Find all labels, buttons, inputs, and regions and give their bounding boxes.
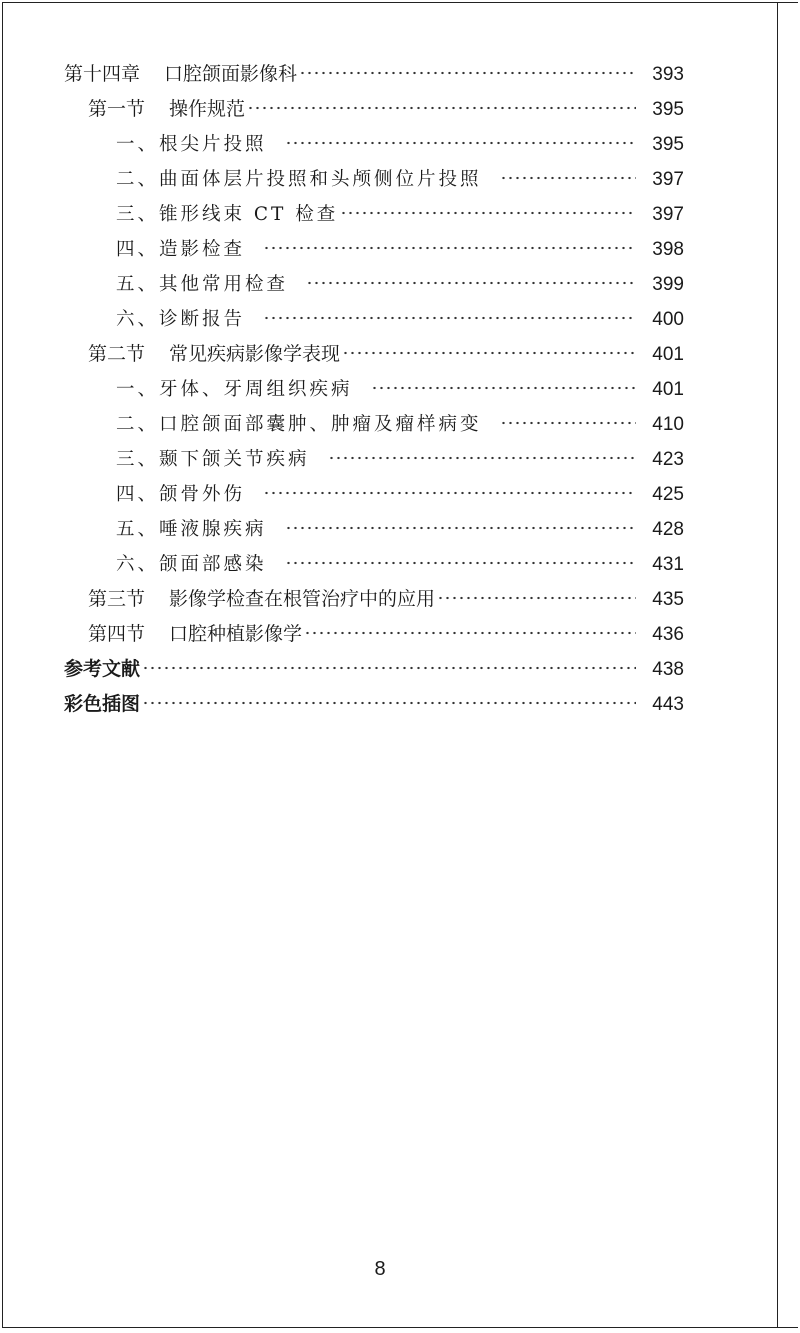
toc-leader-dots [306,280,636,286]
toc-entry-page: 401 [652,379,684,400]
toc-leader-dots [500,175,636,181]
toc-entry-title: 五、唾液腺疾病 [116,519,267,540]
toc-leader-dots [340,210,636,216]
toc-entry-page: 436 [652,624,684,645]
toc-entry-page: 398 [652,239,684,260]
toc-entry-page: 399 [652,274,684,295]
table-of-contents [64,57,684,722]
toc-entry-title: 二、曲面体层片投照和头颅侧位片投照 [116,169,482,190]
toc-entry-title: 影像学检查在根管治疗中的应用 [169,588,436,610]
toc-entry-page: 400 [652,309,684,330]
toc-entry-page: 425 [652,484,684,505]
toc-entry-page: 395 [652,99,684,120]
toc-entry-title: 参考文献 [64,658,141,680]
toc-entry-page: 401 [652,344,684,365]
toc-entry-title: 一、根尖片投照 [116,134,267,155]
toc-entry-title: 一、牙体、牙周组织疾病 [116,379,353,400]
toc-leader-dots [285,560,636,566]
toc-leader-dots [263,315,636,321]
toc-entry-page: 410 [652,414,684,435]
toc-entry-title: 常见疾病影像学表现 [169,343,341,365]
toc-entry-section-1[interactable] [64,92,684,127]
toc-entry-references[interactable] [64,652,684,687]
toc-entry-title: 三、颞下颌关节疾病 [116,449,310,470]
toc-entry-title: 口腔种植影像学 [169,623,303,645]
toc-entry-item[interactable] [64,477,684,512]
toc-entry-number: 第二节 [88,343,146,365]
toc-entry-color-plates[interactable] [64,687,684,722]
toc-entry-page: 395 [652,134,684,155]
toc-entry-title: 三、锥形线束 CT 检查 [116,204,339,225]
toc-leader-dots [263,245,636,251]
page-number: 8 [374,1258,386,1280]
toc-leader-dots [371,385,636,391]
toc-leader-dots [437,595,636,601]
toc-entry-item[interactable] [64,127,684,162]
toc-entry-item[interactable] [64,232,684,267]
toc-leader-dots [328,455,636,461]
toc-entry-number: 第三节 [88,588,146,610]
toc-entry-item[interactable] [64,407,684,442]
toc-leader-dots [247,105,636,111]
toc-entry-section-4[interactable] [64,617,684,652]
toc-leader-dots [285,525,636,531]
toc-entry-page: 431 [652,554,684,575]
toc-entry-title: 五、其他常用检查 [116,274,289,295]
toc-entry-title: 六、颌面部感染 [116,554,267,575]
toc-entry-title: 口腔颌面影像科 [164,63,298,85]
toc-entry-item[interactable] [64,162,684,197]
toc-leader-dots [500,420,636,426]
toc-entry-title: 彩色插图 [64,693,141,715]
toc-entry-number: 第一节 [88,98,146,120]
toc-entry-section-3[interactable] [64,582,684,617]
toc-entry-number: 第四节 [88,623,146,645]
toc-entry-title: 六、诊断报告 [116,309,246,330]
toc-leader-dots [285,140,636,146]
toc-entry-title: 操作规范 [169,98,246,120]
toc-entry-title: 四、颌骨外伤 [116,484,246,505]
toc-entry-item[interactable] [64,197,684,232]
toc-entry-page: 428 [652,519,684,540]
toc-entry-section-2[interactable] [64,337,684,372]
toc-entry-chapter-14[interactable] [64,57,684,92]
page-edge-strip [778,2,798,1328]
toc-leader-dots [342,350,636,356]
toc-entry-page: 438 [652,659,684,680]
toc-entry-number: 第十四章 [64,63,141,85]
toc-entry-page: 423 [652,449,684,470]
toc-entry-title: 二、口腔颌面部囊肿、肿瘤及瘤样病变 [116,414,482,435]
toc-entry-page: 397 [652,169,684,190]
toc-entry-item[interactable] [64,302,684,337]
toc-entry-page: 435 [652,589,684,610]
toc-entry-item[interactable] [64,547,684,582]
toc-entry-page: 443 [652,694,684,715]
toc-entry-item[interactable] [64,372,684,407]
toc-entry-item[interactable] [64,267,684,302]
toc-entry-page: 393 [652,64,684,85]
toc-entry-title: 四、造影检查 [116,239,246,260]
toc-leader-dots [304,630,636,636]
toc-leader-dots [299,70,636,76]
toc-entry-page: 397 [652,204,684,225]
toc-entry-item[interactable] [64,512,684,547]
toc-leader-dots [142,665,636,671]
toc-entry-item[interactable] [64,442,684,477]
toc-leader-dots [142,700,636,706]
toc-leader-dots [263,490,636,496]
